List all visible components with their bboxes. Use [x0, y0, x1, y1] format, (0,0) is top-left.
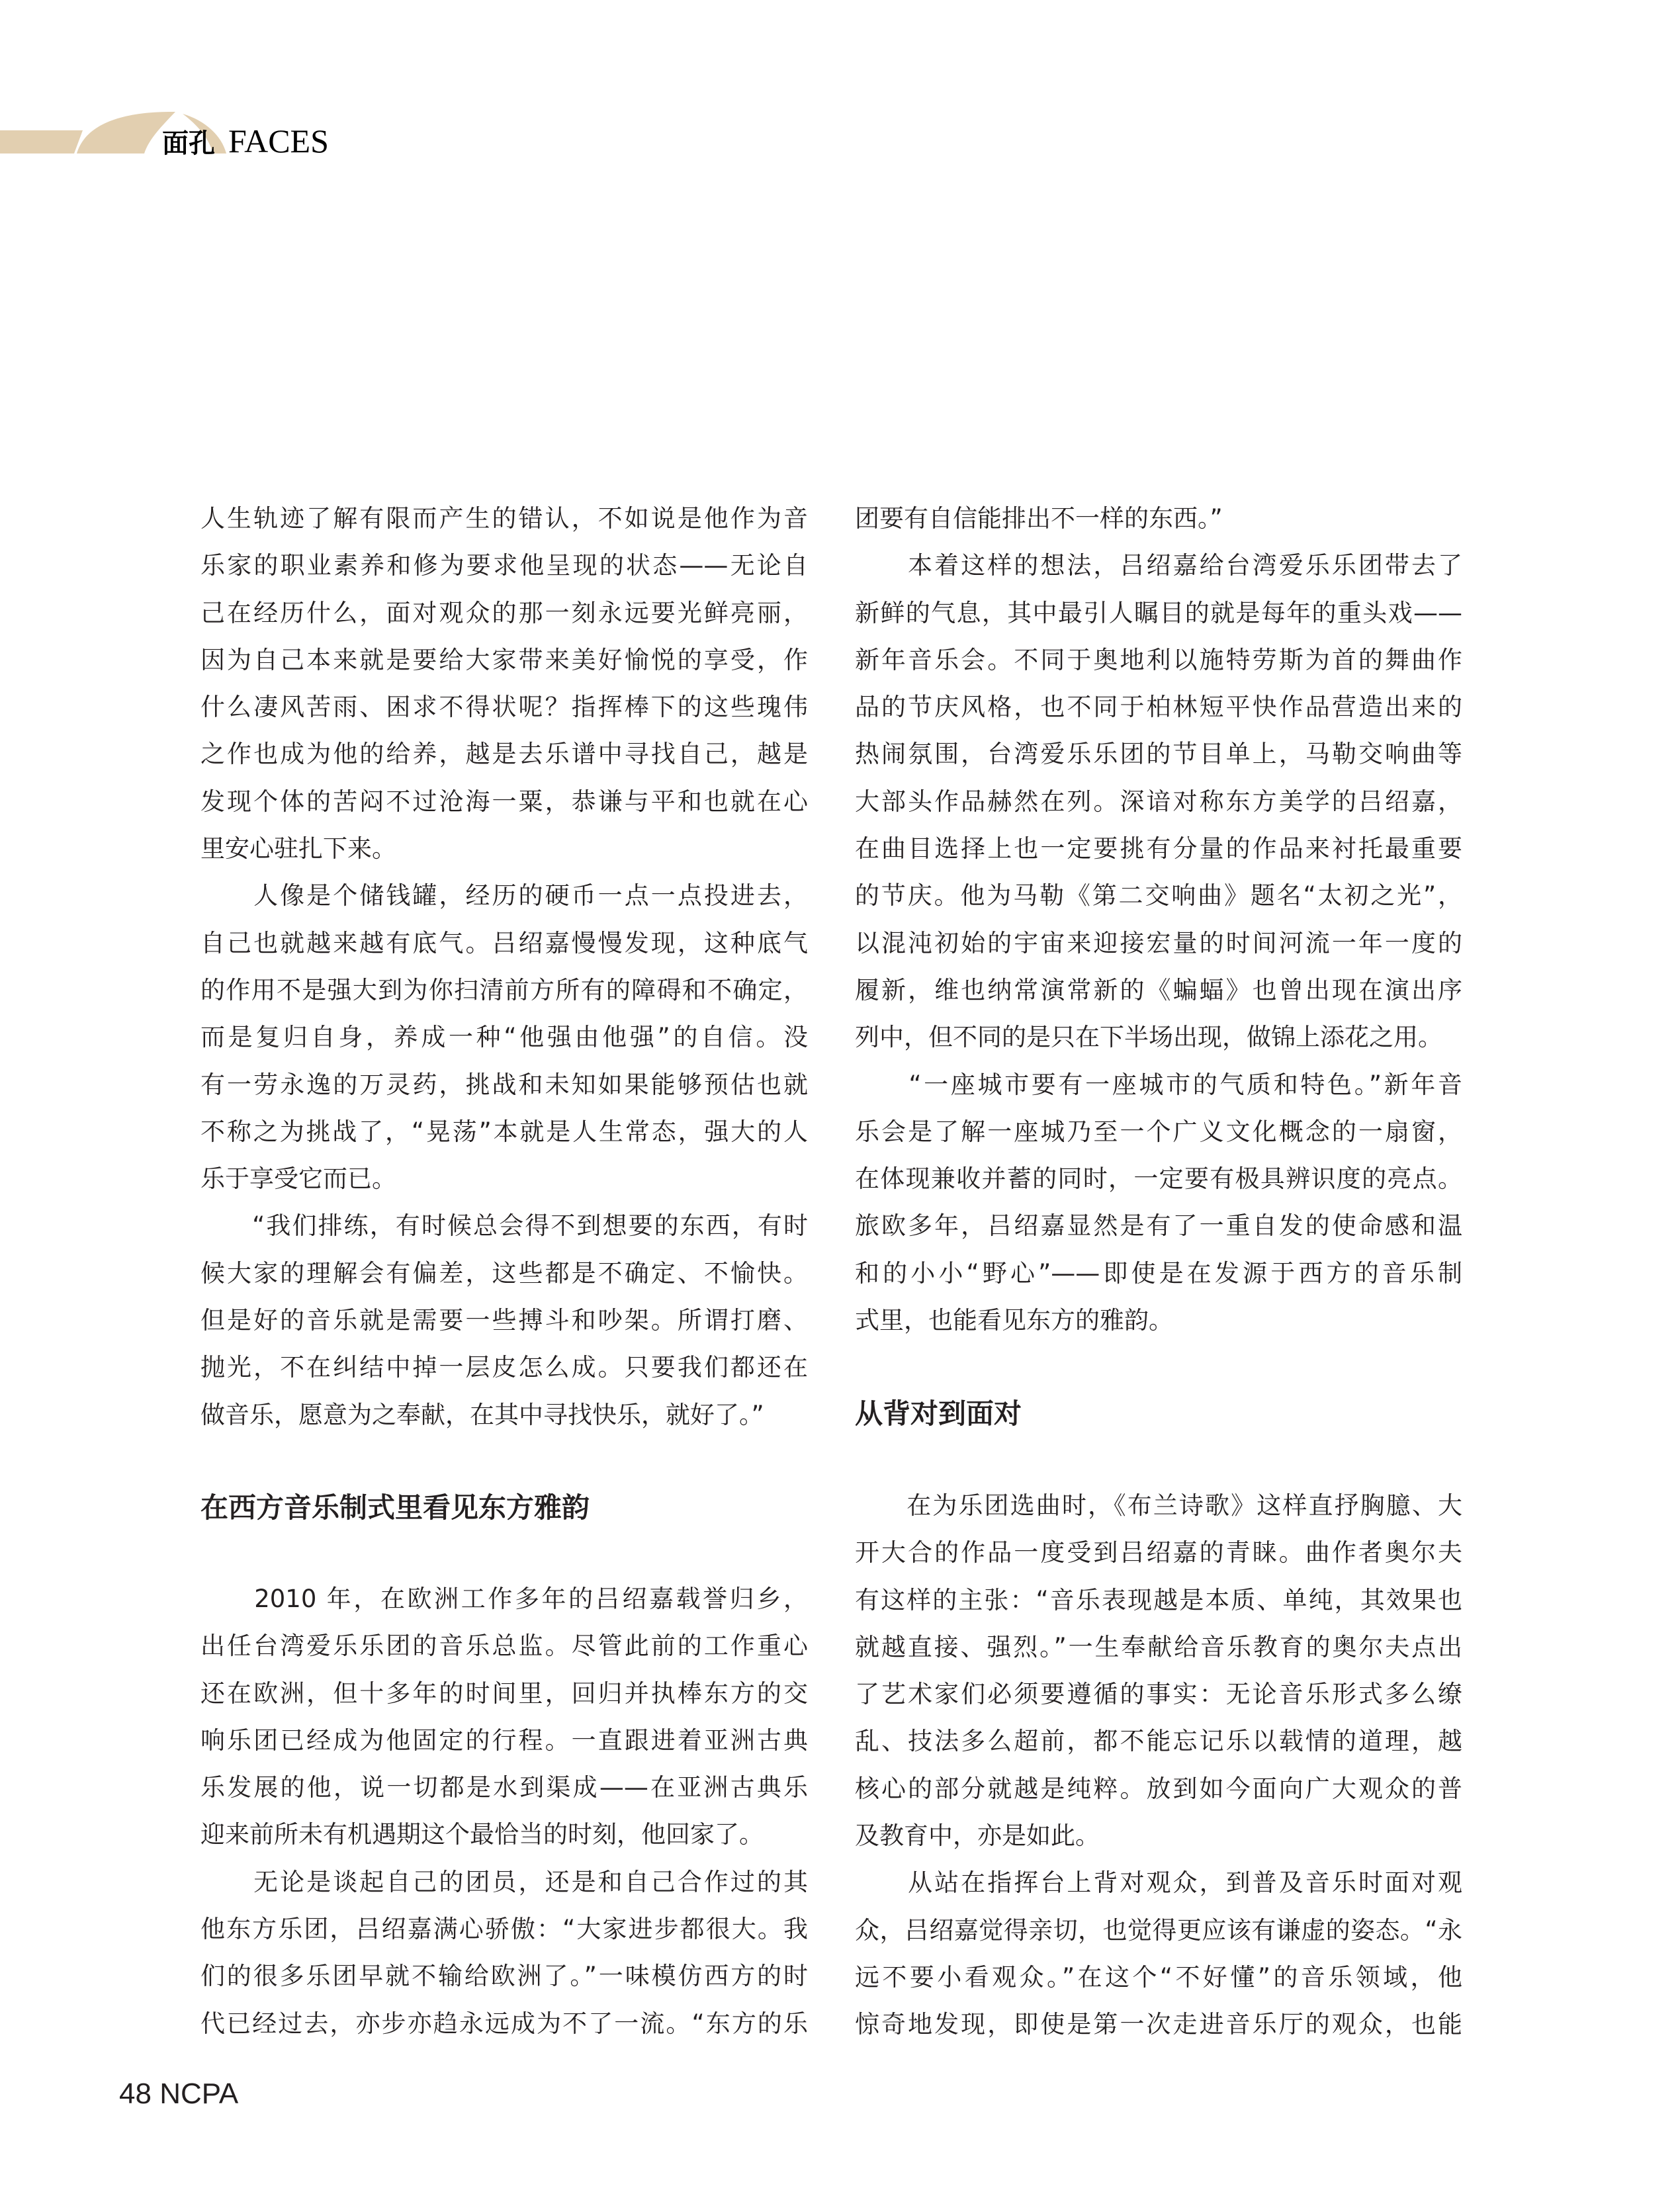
- text-line: 乐家的职业素养和修为要求他呈现的状态——无论自: [200, 551, 808, 580]
- text-line: 无论是谈起自己的团员，还是和自己合作过的其: [200, 1867, 808, 1896]
- text-line: 乐会是了解一座城乃至一个广义文化概念的一扇窗，: [855, 1117, 1462, 1146]
- text-line: 在曲目选择上也一定要挑有分量的作品来衬托最重要: [855, 834, 1462, 863]
- text-line: 抛光，不在纠结中掉一层皮怎么成。只要我们都还在: [200, 1353, 808, 1382]
- text-line: 从站在指挥台上背对观众，到普及音乐时面对观: [855, 1868, 1462, 1898]
- text-line: 的节庆。他为马勒《第二交响曲》题名“太初之光”，: [855, 881, 1462, 910]
- page-footer: [119, 2078, 238, 2111]
- text-line: 在为乐团选曲时，《布兰诗歌》这样直抒胸臆、大: [855, 1491, 1462, 1520]
- section-title-cn: 面孔: [162, 128, 215, 159]
- text-line: 大部头作品赫然在列。深谙对称东方美学的吕绍嘉，: [855, 787, 1462, 816]
- banner-dome: [77, 112, 175, 153]
- paragraph: [200, 495, 808, 872]
- page-number: 48: [119, 2078, 152, 2110]
- paragraph: [200, 1202, 808, 1438]
- text-line: 出任台湾爱乐乐团的音乐总监。尽管此前的工作重心: [200, 1632, 808, 1661]
- paragraph: [200, 872, 808, 1202]
- text-line: 远不要小看观众。”在这个“不好懂”的音乐领域，他: [855, 1962, 1462, 1991]
- text-line: 团要有自信能排出不一样的东西。”: [855, 504, 1223, 533]
- text-line: 核心的部分就越是纯粹。放到如今面向广大观众的普: [855, 1774, 1462, 1803]
- text-line: 做音乐，愿意为之奉献，在其中寻找快乐，就好了。”: [200, 1400, 764, 1429]
- text-line: 但是好的音乐就是需要一些搏斗和吵架。所谓打磨、: [200, 1306, 808, 1335]
- text-line: 乱、技法多么超前，都不能忘记乐以载情的道理，越: [855, 1727, 1462, 1756]
- text-line: 什么凄风苦雨、困求不得状呢？指挥棒下的这些瑰伟: [200, 693, 808, 722]
- text-line: 自己也就越来越有底气。吕绍嘉慢慢发现，这种底气: [200, 928, 808, 957]
- text-line: 候大家的理解会有偏差，这些都是不确定、不愉快。: [200, 1258, 808, 1288]
- text-line: 不称之为挑战了，“晃荡”本就是人生常态，强大的人: [200, 1117, 808, 1146]
- section-banner: [0, 99, 476, 172]
- text-line: 以混沌初始的宇宙来迎接宏量的时间河流一年一度的: [855, 928, 1462, 957]
- paragraph: [855, 1061, 1462, 1344]
- left-column-section-1: [200, 495, 808, 1438]
- text-line: 代已经过去，亦步亦趋永远成为不了一流。“东方的乐: [200, 2009, 808, 2038]
- text-line: 热闹氛围，台湾爱乐乐团的节目单上，马勒交响曲等: [855, 740, 1462, 769]
- paragraph: [855, 1482, 1462, 1859]
- left-column-section-2: [200, 1575, 808, 2047]
- text-line: 及教育中，亦是如此。: [855, 1821, 1100, 1851]
- section-heading-back-to-face: 从背对到面对: [855, 1397, 1022, 1430]
- text-line: 众，吕绍嘉觉得亲切，也觉得更应该有谦虚的姿态。“永: [855, 1915, 1462, 1945]
- text-line: 因为自己本来就是要给大家带来美好愉悦的享受，作: [200, 645, 808, 674]
- text-line: 式里，也能看见东方的雅韵。: [855, 1306, 1173, 1335]
- text-line: 响乐团已经成为他固定的行程。一直跟进着亚洲古典: [200, 1726, 808, 1755]
- text-line: 新年音乐会。不同于奥地利以施特劳斯为首的舞曲作: [855, 645, 1462, 674]
- text-line: 而是复归自身，养成一种“他强由他强”的自信。没: [200, 1023, 808, 1052]
- text-line: 有一劳永逸的万灵药，挑战和未知如果能够预估也就: [200, 1070, 808, 1099]
- text-line: 乐发展的他，说一切都是水到渠成——在亚洲古典乐: [200, 1773, 808, 1802]
- paragraph: [200, 1859, 808, 2047]
- text-line: 新鲜的气息，其中最引人瞩目的就是每年的重头戏——: [855, 598, 1462, 627]
- text-line: 们的很多乐团早就不输给欧洲了。”一味模仿西方的时: [200, 1962, 808, 1991]
- paragraph: [855, 1859, 1462, 2048]
- text-line: 有这样的主张：“音乐表现越是本质、单纯，其效果也: [855, 1585, 1462, 1614]
- text-line: “我们排练，有时候总会得不到想要的东西，有时: [200, 1211, 808, 1241]
- text-line: “一座城市要有一座城市的气质和特色。”新年音: [855, 1070, 1462, 1099]
- magazine-name: NCPA: [159, 2078, 239, 2110]
- paragraph: [200, 1575, 808, 1859]
- banner-bar: [0, 130, 83, 153]
- text-line: 履新，维也纳常演常新的《蝙蝠》也曾出现在演出序: [855, 975, 1462, 1004]
- text-line: 本着这样的想法，吕绍嘉给台湾爱乐乐团带去了: [855, 551, 1462, 580]
- right-column-section-1: [855, 495, 1462, 1344]
- text-line: 人像是个储钱罐，经历的硬币一点一点投进去，: [200, 881, 808, 910]
- text-line: 的作用不是强大到为你扫清前方所有的障碍和不确定，: [200, 975, 808, 1004]
- section-title-en: FACES: [228, 122, 329, 159]
- text-line: 了艺术家们必须要遵循的事实：无论音乐形式多么缭: [855, 1680, 1462, 1709]
- text-line: 迎来前所未有机遇期这个最恰当的时刻，他回家了。: [200, 1820, 764, 1849]
- text-line: 在体现兼收并蓄的同时，一定要有极具辨识度的亮点。: [855, 1164, 1462, 1194]
- text-line: 开大合的作品一度受到吕绍嘉的青睐。曲作者奥尔夫: [855, 1538, 1462, 1567]
- text-line: 之作也成为他的给养，越是去乐谱中寻找自己，越是: [200, 740, 808, 769]
- text-line: 列中，但不同的是只在下半场出现，做锦上添花之用。: [855, 1023, 1442, 1052]
- paragraph: [855, 542, 1462, 1061]
- text-line: 2010 年，在欧洲工作多年的吕绍嘉载誉归乡，: [200, 1585, 808, 1613]
- text-line: 旅欧多年，吕绍嘉显然是有了一重自发的使命感和温: [855, 1211, 1462, 1241]
- text-line: 发现个体的苦闷不过沧海一粟，恭谦与平和也就在心: [200, 787, 808, 816]
- text-line: 还在欧洲，但十多年的时间里，回归并执棒东方的交: [200, 1679, 808, 1708]
- text-line: 品的节庆风格，也不同于柏林短平快作品营造出来的: [855, 693, 1462, 722]
- paragraph: [855, 495, 1462, 542]
- text-line: 和的小小“野心”——即使是在发源于西方的音乐制: [855, 1258, 1462, 1288]
- text-line: 惊奇地发现，即使是第一次走进音乐厅的观众，也能: [855, 2010, 1462, 2039]
- text-line: 乐于享受它而已。: [200, 1164, 396, 1194]
- text-line: 里安心驻扎下来。: [200, 834, 396, 863]
- section-heading-west-east: 在西方音乐制式里看见东方雅韵: [200, 1491, 590, 1524]
- text-line: 人生轨迹了解有限而产生的错认，不如说是他作为音: [200, 504, 808, 533]
- text-line: 己在经历什么，面对观众的那一刻永远要光鲜亮丽，: [200, 598, 808, 627]
- text-line: 就越直接、强烈。”一生奉献给音乐教育的奥尔夫点出: [855, 1632, 1462, 1661]
- text-line: 他东方乐团，吕绍嘉满心骄傲：“大家进步都很大。我: [200, 1915, 808, 1944]
- right-column-section-2: [855, 1482, 1462, 2048]
